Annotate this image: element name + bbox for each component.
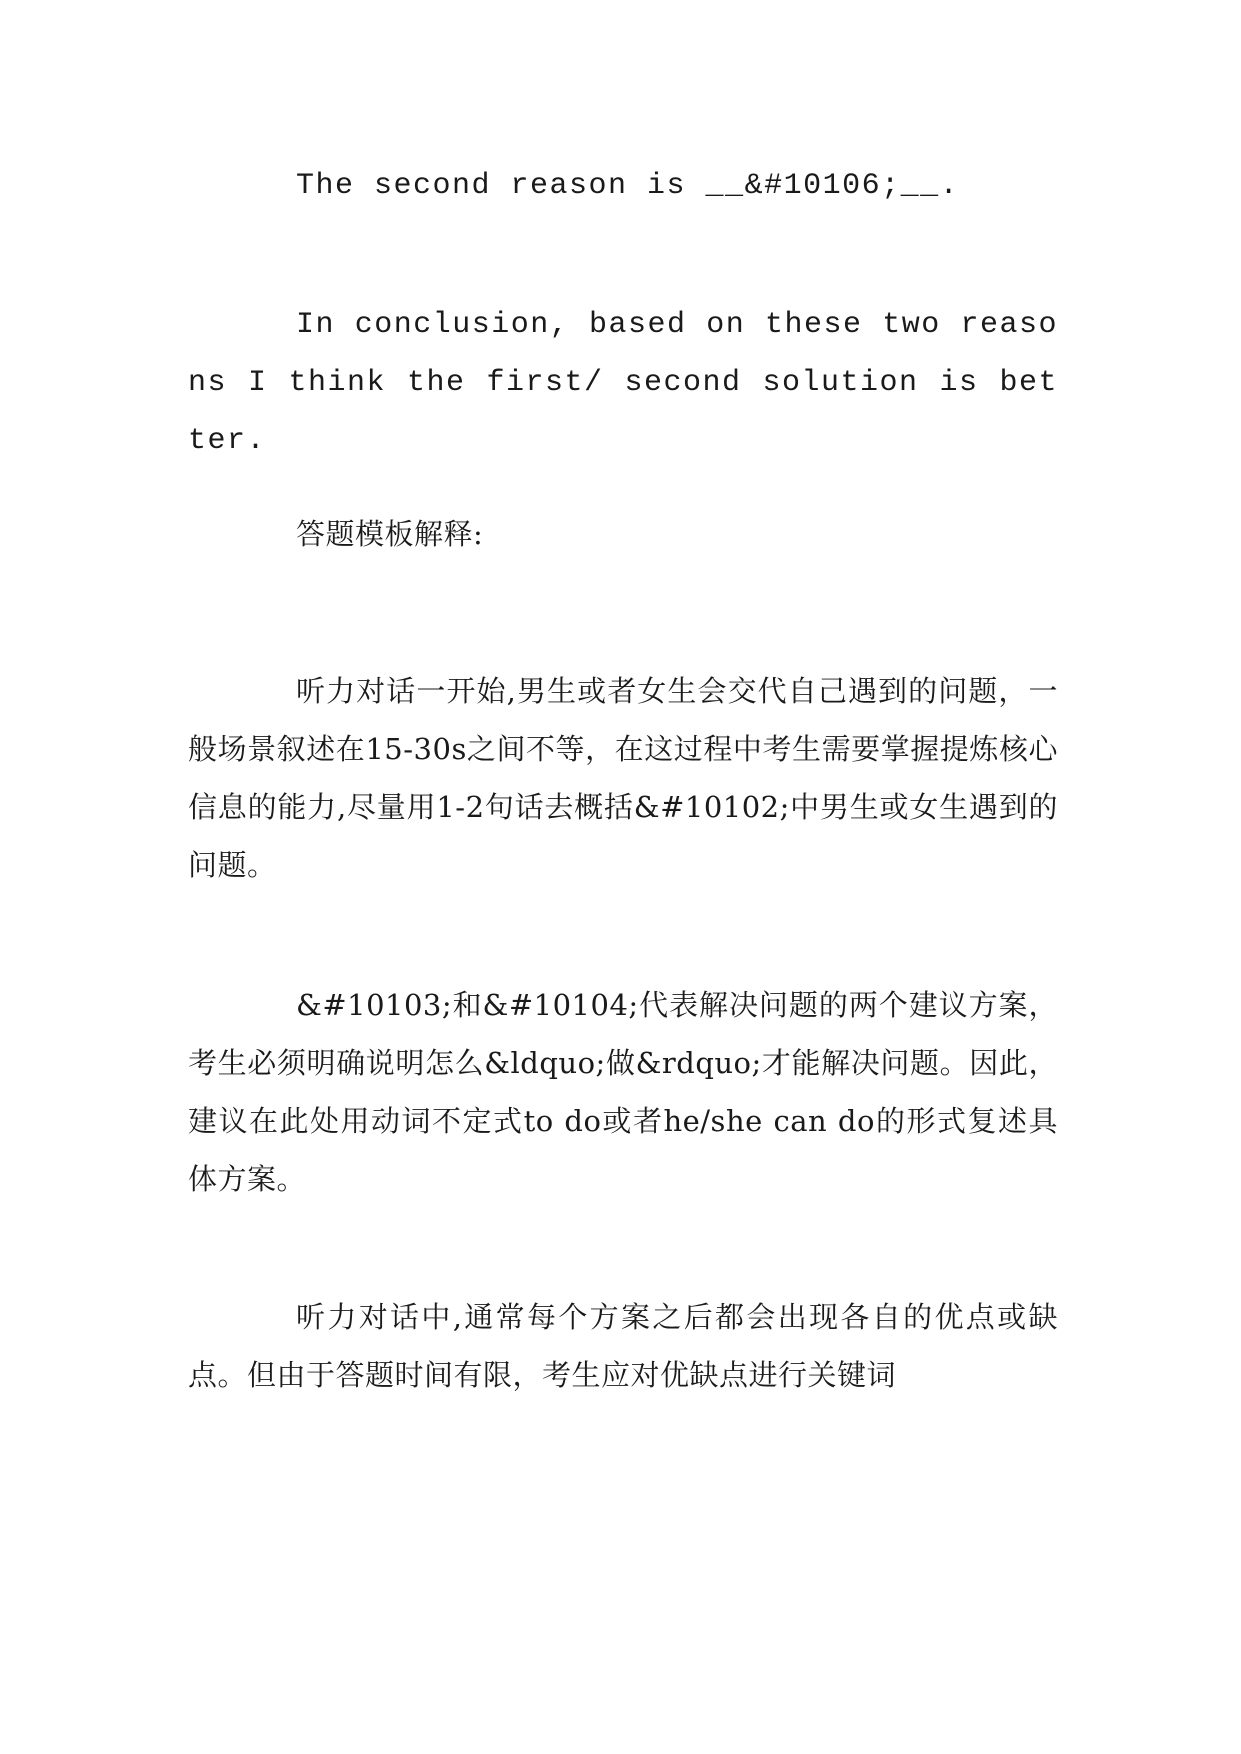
paragraph-solution-description: &#10103;和&#10104;代表解决问题的两个建议方案，考生必须明确说明怎么&ldquo;做&rdquo;才能解决问题。因此，建议在此处用动词不定式to do或者he/she can do的形式复述具体方案。 — [188, 988, 1058, 1196]
section-heading-template-explanation: 答题模板解释: — [296, 517, 484, 551]
paragraph-conclusion: In conclusion, based on these two reasons I think the first/ second solution is better. — [188, 308, 1058, 458]
paragraph-second-reason: The second reason is __&#10106;__. — [296, 169, 960, 203]
paragraph-problem-description: 听力对话一开始,男生或者女生会交代自己遇到的问题，一般场景叙述在15-30s之间不等，在这过程中考生需要掌握提炼核心信息的能力,尽量用1-2句话去概括&#10102;中男生或女生遇到的问题。 — [188, 674, 1058, 882]
paragraph-pros-cons: 听力对话中,通常每个方案之后都会出现各自的优点或缺点。但由于答题时间有限，考生应对优缺点进行关键词 — [188, 1300, 1058, 1392]
